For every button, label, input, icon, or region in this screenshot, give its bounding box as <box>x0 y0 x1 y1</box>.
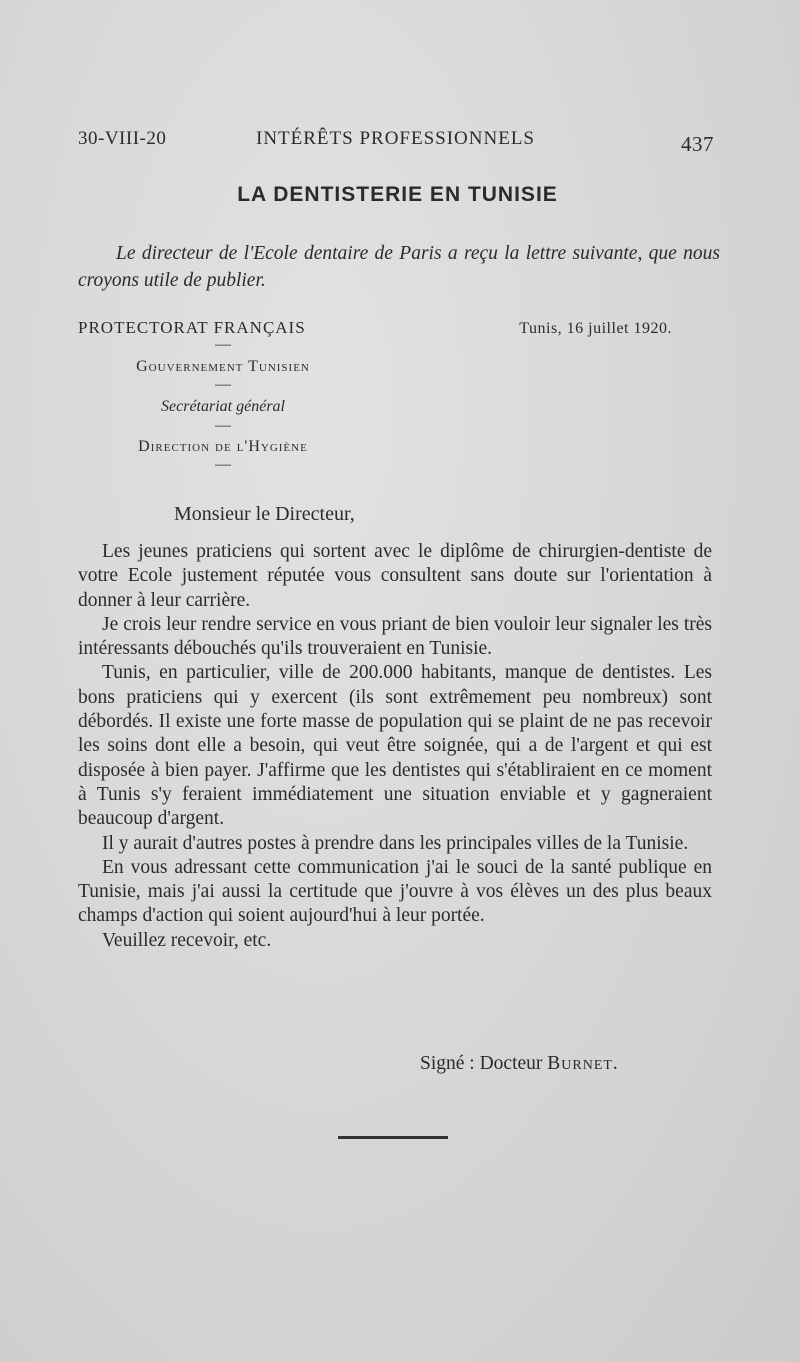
letter-paragraph: Les jeunes praticiens qui sortent avec le diplôme de chirurgien-dentiste de votre Ecole justement réputée vous consultent sans doute sur l'orientation à donner à leur carrière. <box>78 541 712 611</box>
letterhead-direction: Direction de l'Hygiène <box>138 438 308 455</box>
letterhead-dash: — <box>215 336 231 353</box>
letter-paragraph: Il y aurait d'autres postes à prendre dans les principales villes de la Tunisie. <box>102 832 689 854</box>
letterhead-dash: — <box>215 456 231 473</box>
letterhead-dash: — <box>215 376 231 393</box>
letterhead-dash: — <box>215 417 231 434</box>
section-title: INTÉRÊTS PROFESSIONNELS <box>256 128 535 149</box>
letter-dateline: Tunis, 16 juillet 1920. <box>519 320 672 337</box>
end-rule <box>338 1136 448 1139</box>
letterhead-secretariat: Secrétariat général <box>161 398 285 415</box>
letter-signature <box>420 1053 619 1075</box>
signature-prefix: Signé : Docteur <box>420 1053 548 1074</box>
article-title: LA DENTISTERIE EN TUNISIE <box>237 183 558 206</box>
letterhead-protectorat: PROTECTORAT FRANÇAIS <box>78 318 306 337</box>
article-intro: Le directeur de l'Ecole dentaire de Paris a reçu la lettre suivante, que nous croyons utile de publier. <box>78 243 720 291</box>
letter-body <box>78 540 712 953</box>
letter-salutation: Monsieur le Directeur, <box>174 503 355 525</box>
letter-paragraph: Je crois leur rendre service en vous priant de bien vouloir leur signaler les très intéressants débouchés qu'ils trouveraient en Tunisie. <box>78 613 712 660</box>
letter-paragraph: Veuillez recevoir, etc. <box>102 929 272 951</box>
letter-paragraph: Tunis, en particulier, ville de 200.000 habitants, manque de dentistes. Les bons praticiens qui y exercent (ils sont extrêmement peu nombreux) sont débordés. Il existe une forte masse de population qui se plaint de ne pas recevoir les soins dont elle a besoin, qui veut être soignée, qui a de l'argent et qui est disposée à bien payer. J'affirme que les dentistes qui s'établiraient en ce moment à Tunis s'y feraient immédiatement une situation enviable et y gagneraient beaucoup d'argent. <box>78 662 712 830</box>
letterhead-gouvernement: Gouvernement Tunisien <box>136 358 310 375</box>
page-number: 437 <box>681 132 714 156</box>
running-head <box>78 128 718 158</box>
signature-name: Burnet. <box>547 1053 619 1074</box>
letter-paragraph: En vous adressant cette communication j'ai le souci de la santé publique en Tunisie, mais j'ai aussi la certitude que j'ouvre à vos élèves un des plus beaux champs d'action qui soient aujourd'hui à leur portée. <box>78 856 712 927</box>
issue-date: 30-VIII-20 <box>78 128 167 149</box>
